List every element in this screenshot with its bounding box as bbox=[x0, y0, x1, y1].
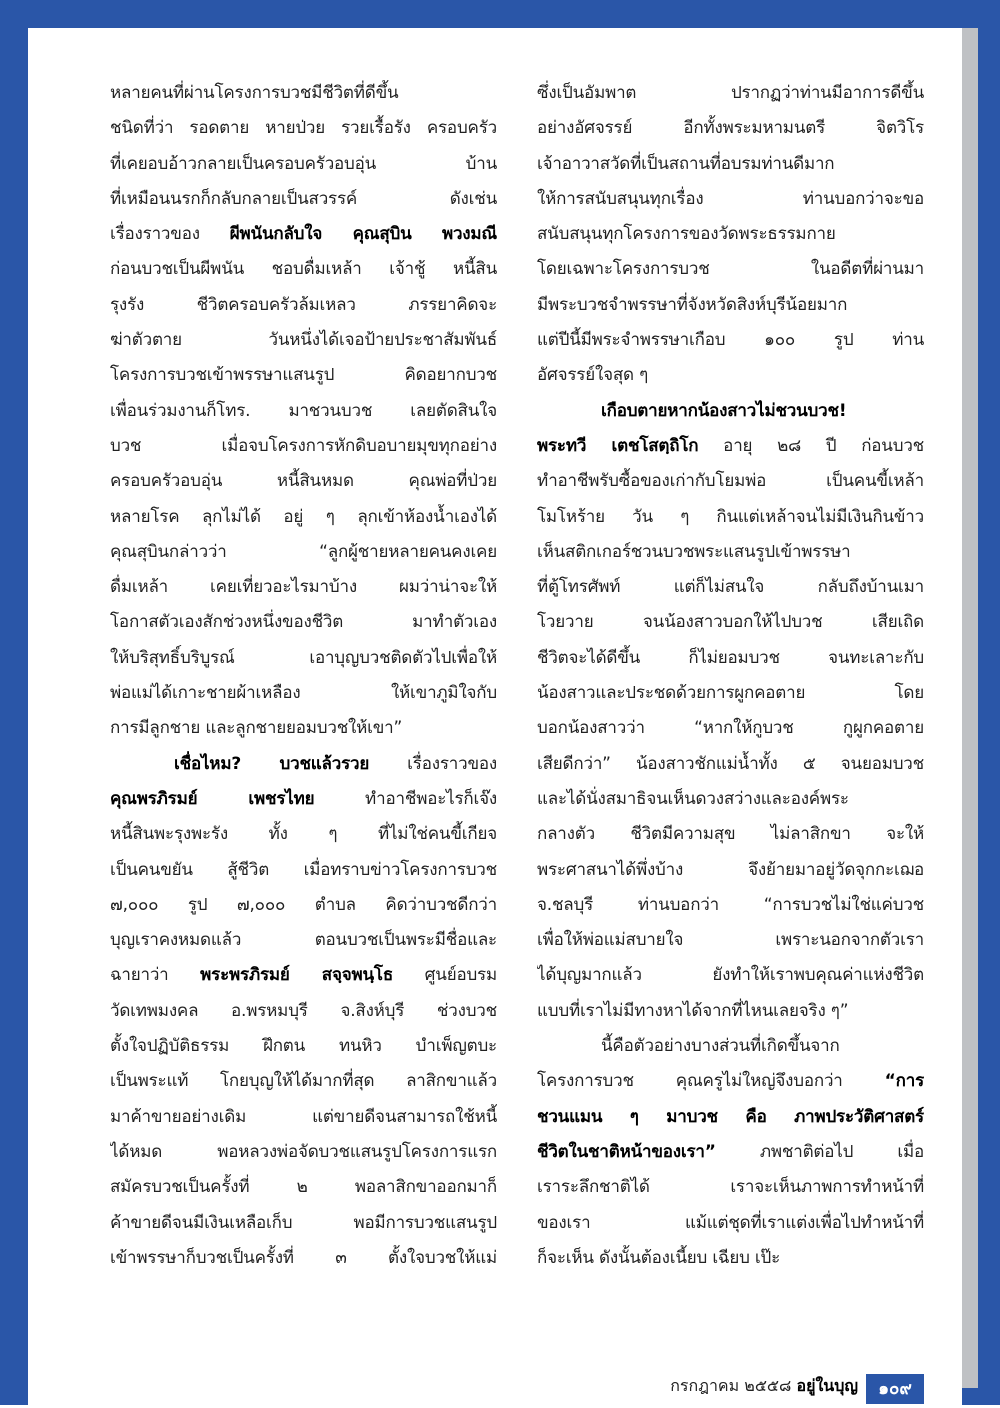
text-line: คุณสุบินกล่าวว่า “ลูกผู้ชายหลายคนคงเคย bbox=[110, 541, 497, 562]
text-segment: ภพชาติต่อไป เมื่อ bbox=[715, 1141, 924, 1162]
text-segment: โครงการบวช คุณครูไม่ใหญ่จึงบอกว่า bbox=[537, 1071, 885, 1092]
text-line: ฆ่าตัวตาย วันหนึ่งได้เจอป้ายประชาสัมพันธ์ bbox=[110, 330, 497, 351]
bold-text-segment: พระทวี เตชโสตฺถิโก bbox=[537, 435, 699, 456]
text-line: เจ้าอาวาสวัดที่เป็นสถานที่อบรมท่านดีมาก bbox=[537, 153, 835, 174]
text-line: หลายโรค ลุกไม่ได้ อยู่ ๆ ลุกเข้าห้องน้ำเองได้ bbox=[110, 506, 497, 527]
text-line: การมีลูกชาย และลูกชายยอมบวชให้เขา” bbox=[110, 718, 403, 739]
text-line: น้องสาวและประชดด้วยการผูกคอตาย โดย bbox=[537, 683, 924, 704]
bold-text-segment: คุณพรภิรมย์ เพชรไทย bbox=[110, 788, 315, 809]
text-segment: ศูนย์อบรม bbox=[393, 965, 497, 986]
text-line: กลางตัว ชีวิตมีความสุข ไม่ลาสิกขา จะให้ bbox=[537, 824, 924, 845]
bold-text-segment: “การ bbox=[884, 1071, 924, 1092]
bold-text-segment: เชื่อไหม? บวชแล้วรวย bbox=[174, 753, 370, 774]
text-line: ตั้งใจปฏิบัติธรรม ฝึกตน ทนหิว บำเพ็ญตบะ bbox=[110, 1036, 497, 1057]
bold-text-segment: เกือบตายหากน้องสาวไม่ชวนบวช! bbox=[601, 400, 847, 421]
text-line: สนับสนุนทุกโครงการของวัดพระธรรมกาย bbox=[537, 224, 836, 245]
bold-text-segment: พระพรภิรมย์ สจฺจพนฺโธ bbox=[200, 965, 394, 986]
page-footer bbox=[28, 1368, 962, 1408]
footer-magazine-name: อยู่ในบุญ bbox=[796, 1376, 858, 1395]
text-line: เป็นคนขยัน สู้ชีวิต เมื่อทราบข่าวโครงการบวช bbox=[110, 859, 497, 880]
text-line: โวยวาย จนน้องสาวบอกให้ไปบวช เสียเถิด bbox=[537, 612, 924, 633]
text-line bbox=[537, 1064, 924, 1099]
text-line bbox=[110, 958, 497, 993]
text-line bbox=[537, 1135, 924, 1170]
text-line: โมโหร้าย วัน ๆ กินแต่เหล้าจนไม่มีเงินกินข้าว bbox=[537, 506, 924, 527]
text-line: ค้าขายดีจนมีเงินเหลือเก็บ พอมีการบวชแสนรูป bbox=[110, 1212, 497, 1233]
text-line: พ่อแม่ได้เกาะชายผ้าเหลือง ให้เขาภูมิใจกับ bbox=[110, 683, 497, 704]
magazine-page bbox=[28, 28, 962, 1405]
text-line: รุงรัง ชีวิตครอบครัวล้มเหลว ภรรยาคิดจะ bbox=[110, 294, 497, 315]
text-line: บุญเราคงหมดแล้ว ตอนบวชเป็นพระมีชื่อและ bbox=[110, 930, 497, 951]
text-line: โอกาสตัวเองสักช่วงหนึ่งของชีวิต มาทำตัวเอง bbox=[110, 612, 497, 633]
text-line: วัดเทพมงคล อ.พรหมบุรี จ.สิงห์บุรี ช่วงบวช bbox=[110, 1000, 497, 1021]
text-line: โครงการบวชเข้าพรรษาแสนรูป คิดอยากบวช bbox=[110, 365, 497, 386]
text-line: บวช เมื่อจบโครงการหักดิบอบายมุขทุกอย่าง bbox=[110, 435, 497, 456]
text-line: เพื่อนร่วมงานก็โทร. มาชวนบวช เลยตัดสินใจ bbox=[110, 400, 497, 421]
bold-text-segment: ชวนแมน ๆ มาบวช คือ ภาพประวัติศาสตร์ bbox=[537, 1106, 924, 1127]
text-line: ทำอาชีพรับซื้อของเก่ากับโยมพ่อ เป็นคนขี้เหล้า bbox=[537, 471, 924, 492]
text-line bbox=[110, 747, 497, 782]
text-line: ที่เหมือนนรกก็กลับกลายเป็นสวรรค์ ดังเช่น bbox=[110, 188, 497, 209]
text-line: ของเรา แม้แต่ชุดที่เราแต่งเพื่อไปทำหน้าที่ bbox=[537, 1212, 924, 1233]
text-line: โดยเฉพาะโครงการบวช ในอดีตที่ผ่านมา bbox=[537, 259, 924, 280]
text-line bbox=[537, 1100, 924, 1135]
left-text-column bbox=[110, 76, 497, 1276]
text-line: และได้นั่งสมาธิจนเห็นดวงสว่างและองค์พระ bbox=[537, 788, 849, 809]
text-segment: เรื่องราวของ bbox=[110, 224, 230, 245]
text-line: บอกน้องสาวว่า “หากให้กูบวช กูผูกคอตาย bbox=[537, 718, 924, 739]
bold-text-segment: ผีพนันกลับใจ คุณสุบิน พวงมณี bbox=[229, 224, 497, 245]
text-line: มาค้าขายอย่างเดิม แต่ขายดีจนสามารถใช้หนี้ bbox=[110, 1106, 497, 1127]
text-line: หลายคนที่ผ่านโครงการบวชมีชีวิตที่ดีขึ้น bbox=[110, 83, 399, 103]
text-line: อย่างอัศจรรย์ อีกทั้งพระมหามนตรี จิตวิโร bbox=[537, 118, 924, 139]
text-segment: อายุ ๒๘ ปี ก่อนบวช bbox=[698, 435, 924, 456]
text-line bbox=[537, 394, 924, 429]
text-line: พระศาสนาได้พึ่งบ้าง จึงย้ายมาอยู่วัดจุกกะเฌอ bbox=[537, 859, 924, 880]
text-line: หนี้สินพะรุงพะรัง ทั้ง ๆ ที่ไม่ใช่คนขี้เกียจ bbox=[110, 824, 497, 845]
text-line: เราระลึกชาติได้ เราจะเห็นภาพการทำหน้าที่ bbox=[537, 1177, 924, 1198]
text-line: ให้บริสุทธิ์บริบูรณ์ เอาบุญบวชติดตัวไปเพื่อให้ bbox=[110, 647, 497, 668]
text-line: ให้การสนับสนุนทุกเรื่อง ท่านบอกว่าจะขอ bbox=[537, 188, 924, 209]
page-number-badge: ๑๐๙ bbox=[866, 1374, 924, 1404]
text-line: เข้าพรรษาก็บวชเป็นครั้งที่ ๓ ตั้งใจบวชให้แม่ bbox=[110, 1247, 497, 1268]
text-line: มีพระบวชจำพรรษาที่จังหวัดสิงห์บุรีน้อยมาก bbox=[537, 294, 848, 315]
text-segment: ทำอาชีพอะไรก็เจ๊ง bbox=[314, 788, 497, 809]
text-line: อัศจรรย์ใจสุด ๆ bbox=[537, 365, 648, 386]
text-line bbox=[110, 217, 497, 252]
text-line: ชีวิตจะได้ดีขึ้น ก็ไม่ยอมบวช จนทะเลาะกับ bbox=[537, 647, 924, 668]
footer-caption bbox=[670, 1374, 858, 1399]
text-line: จ.ชลบุรี ท่านบอกว่า “การบวชไม่ใช่แค่บวช bbox=[537, 894, 924, 915]
text-segment: ฉายาว่า bbox=[110, 965, 201, 986]
text-line: ก็จะเห็น ดังนั้นต้องเนี้ยบ เฉียบ เป๊ะ bbox=[537, 1247, 781, 1268]
text-line bbox=[110, 782, 497, 817]
text-line: แบบที่เราไม่มีทางหาได้จากที่ไหนเลยจริง ๆ” bbox=[537, 1000, 849, 1021]
text-line: สมัครบวชเป็นครั้งที่ ๒ พอลาสิกขาออกมาก็ bbox=[110, 1177, 497, 1198]
text-line: ก่อนบวชเป็นผีพนัน ชอบดื่มเหล้า เจ้าชู้ หนี้สิน bbox=[110, 259, 497, 280]
text-line: ครอบครัวอบอุ่น หนี้สินหมด คุณพ่อที่ป่วย bbox=[110, 471, 497, 492]
text-line: ได้หมด พอหลวงพ่อจัดบวชแสนรูปโครงการแรก bbox=[110, 1141, 497, 1162]
text-segment: เรื่องราวของ bbox=[369, 753, 497, 774]
right-text-column bbox=[537, 76, 924, 1276]
bold-text-segment: ชีวิตในชาติหน้าของเรา” bbox=[537, 1141, 716, 1162]
text-line bbox=[537, 429, 924, 464]
text-line: ได้บุญมากแล้ว ยังทำให้เราพบคุณค่าแห่งชีวิต bbox=[537, 965, 924, 986]
text-line: ดื่มเหล้า เคยเที่ยวอะไรมาบ้าง ผมว่าน่าจะให้ bbox=[110, 577, 497, 598]
text-line: เสียดีกว่า” น้องสาวชักแม่น้ำทั้ง ๕ จนยอมบวช bbox=[537, 753, 924, 774]
text-line: ที่ตู้โทรศัพท์ แต่ก็ไม่สนใจ กลับถึงบ้านเมา bbox=[537, 577, 924, 598]
text-line: แต่ปีนี้มีพระจำพรรษาเกือบ ๑๐๐ รูป ท่าน bbox=[537, 330, 924, 351]
footer-date: กรกฎาคม ๒๕๕๘ bbox=[670, 1376, 792, 1395]
text-line: ชนิดที่ว่า รอดตาย หายป่วย รวยเรื้อรัง ครอบครัว bbox=[110, 118, 497, 139]
text-line: ซึ่งเป็นอัมพาต ปรากฏว่าท่านมีอาการดีขึ้น bbox=[537, 83, 924, 103]
text-line: ที่เคยอบอ้าวกลายเป็นครอบครัวอบอุ่น บ้าน bbox=[110, 153, 497, 174]
text-line: เห็นสติกเกอร์ชวนบวชพระแสนรูปเข้าพรรษา bbox=[537, 541, 851, 562]
text-line: นี้คือตัวอย่างบางส่วนที่เกิดขึ้นจาก bbox=[601, 1036, 840, 1057]
text-line: เป็นพระแท้ โกยบุญให้ได้มากที่สุด ลาสิกขาแล้ว bbox=[110, 1071, 497, 1092]
text-line: เพื่อให้พ่อแม่สบายใจ เพราะนอกจากตัวเรา bbox=[537, 930, 924, 951]
text-line: ๗,๐๐๐ รูป ๗,๐๐๐ ตำบล คิดว่าบวชดีกว่า bbox=[110, 894, 497, 915]
